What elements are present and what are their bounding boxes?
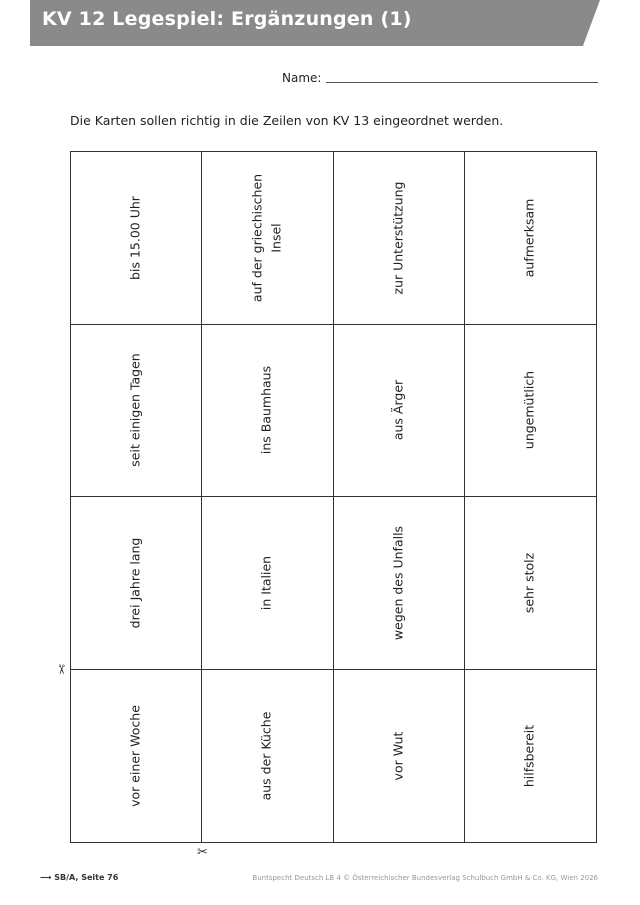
card-r4-c3[interactable] bbox=[334, 670, 465, 843]
card-label: ungemütlich bbox=[522, 371, 537, 450]
card-label: aus der Küche bbox=[259, 711, 274, 801]
card-r2-c4[interactable] bbox=[465, 325, 596, 498]
card-r3-c2[interactable] bbox=[202, 497, 333, 670]
card-label: hilfsbereit bbox=[522, 724, 537, 787]
card-label: aus Ärger bbox=[390, 380, 406, 441]
card-label: ins Baumhaus bbox=[259, 366, 274, 455]
card-label: vor Wut bbox=[390, 731, 406, 781]
instruction-text: Die Karten sollen richtig in die Zeilen von KV 13 eingeordnet werden. bbox=[70, 113, 504, 128]
card-label: sehr stolz bbox=[522, 552, 537, 613]
card-r1-c4[interactable] bbox=[465, 152, 596, 325]
card-r4-c1[interactable] bbox=[71, 670, 202, 843]
card-r2-c3[interactable] bbox=[334, 325, 465, 498]
card-r2-c2[interactable] bbox=[202, 325, 333, 498]
name-field-line[interactable] bbox=[326, 82, 598, 83]
card-label: bis 15.00 Uhr bbox=[127, 195, 143, 280]
card-label: drei Jahre lang bbox=[127, 537, 143, 629]
page-reference: ⟶ SB/A, Seite 76 bbox=[40, 873, 119, 882]
scissors-icon: ✂ bbox=[197, 845, 208, 860]
card-label: wegen des Unfalls bbox=[390, 525, 406, 640]
copyright-credit: Buntspecht Deutsch LB 4 © Österreichischer Bundesverlag Schulbuch GmbH & Co. KG, Wien 2026 bbox=[252, 874, 598, 882]
card-r1-c3[interactable] bbox=[334, 152, 465, 325]
card-r1-c1[interactable] bbox=[71, 152, 202, 325]
card-grid bbox=[70, 151, 597, 843]
name-label: Name: bbox=[282, 71, 322, 85]
card-r3-c4[interactable] bbox=[465, 497, 596, 670]
card-label: zur Unterstützung bbox=[390, 181, 406, 295]
card-r4-c2[interactable] bbox=[202, 670, 333, 843]
scissors-icon: ✂ bbox=[52, 664, 68, 675]
card-r3-c1[interactable] bbox=[71, 497, 202, 670]
card-label: auf der griechischen Insel bbox=[249, 173, 284, 302]
page-title: KV 12 Legespiel: Ergänzungen (1) bbox=[42, 8, 412, 30]
card-r4-c4[interactable] bbox=[465, 670, 596, 843]
card-label: aufmerksam bbox=[522, 198, 537, 278]
card-label: seit einigen Tagen bbox=[127, 353, 143, 467]
card-label: in Italien bbox=[259, 555, 274, 610]
card-r2-c1[interactable] bbox=[71, 325, 202, 498]
card-r3-c3[interactable] bbox=[334, 497, 465, 670]
card-r1-c2[interactable] bbox=[202, 152, 333, 325]
card-label: vor einer Woche bbox=[127, 704, 143, 807]
